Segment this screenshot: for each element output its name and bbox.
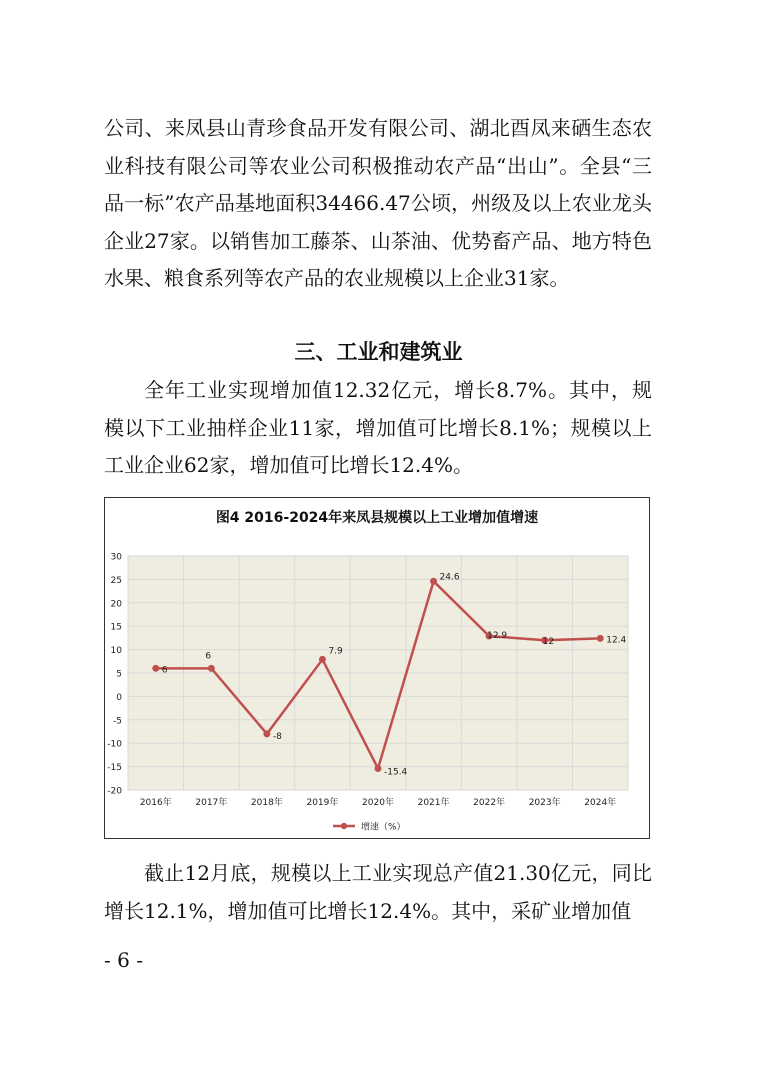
data-label: 12 (542, 637, 555, 648)
data-point (263, 730, 270, 737)
data-point (319, 656, 326, 663)
y-tick-label: 30 (110, 552, 122, 563)
y-tick-label: 20 (110, 599, 122, 610)
data-label: 6 (161, 665, 168, 676)
y-tick-label: -5 (113, 716, 122, 727)
y-tick-label: 5 (116, 669, 122, 680)
x-tick-label: 2023年 (528, 798, 561, 808)
chart-figure (104, 497, 650, 839)
y-tick-label: 10 (110, 646, 122, 657)
data-point (430, 578, 437, 585)
data-point (375, 765, 382, 772)
data-label: -8 (272, 731, 282, 742)
line-chart (105, 498, 649, 838)
y-tick-label: -15 (107, 763, 122, 774)
y-tick-label: -20 (107, 786, 122, 797)
y-tick-label: 15 (110, 622, 122, 633)
page-number: - 6 - (104, 948, 143, 972)
paragraph-agriculture: 公司、来凤县山青珍食品开发有限公司、湖北酉凤来硒生态农业科技有限公司等农业公司积极推动农产品“出山”。全县“三品一标”农产品基地面积34466.47公顷，州级及以上农业龙头企业27家。以销售加工藤茶、山茶油、优势畜产品、地方特色水果、粮食系列等农产品的农业规模以上企业31家。 (104, 116, 652, 290)
x-tick-label: 2021年 (417, 798, 450, 808)
data-point (597, 635, 604, 642)
chart-title: 图4 2016-2024年来凤县规模以上工业增加值增速 (215, 510, 539, 526)
section-heading: 三、工业和建筑业 (294, 340, 463, 364)
data-point (152, 665, 159, 672)
paragraph-output: 截止12月底，规模以上工业实现总产值21.30亿元，同比增长12.1%，增加值可比增长12.4%。其中，采矿业增加值 (104, 861, 652, 923)
x-axis-ticks (140, 796, 616, 808)
data-label: -15.4 (384, 767, 408, 778)
paragraph-industry: 全年工业实现增加值12.32亿元，增长8.7%。其中，规模以下工业抽样企业11家，增加值可比增长8.1%；规模以上工业企业62家，增加值可比增长12.4%。 (104, 378, 652, 477)
x-tick-label: 2018年 (250, 798, 283, 808)
data-label: 7.9 (328, 646, 343, 657)
x-tick-label: 2024年 (584, 798, 617, 808)
data-label: 12.9 (487, 631, 508, 642)
x-tick-label: 2020年 (362, 798, 394, 808)
legend (333, 821, 406, 833)
legend-label: 增速（%） (361, 822, 406, 833)
x-tick-label: 2022年 (473, 798, 506, 808)
y-tick-label: 0 (116, 692, 122, 703)
x-tick-label: 2016年 (139, 798, 172, 808)
x-tick-label: 2017年 (195, 798, 228, 808)
y-tick-label: 25 (110, 575, 122, 586)
legend-marker (341, 823, 347, 829)
y-tick-label: -10 (107, 739, 122, 750)
data-label: 12.4 (606, 635, 627, 646)
x-tick-label: 2019年 (306, 798, 339, 808)
data-label: 24.6 (439, 572, 460, 583)
data-label: 6 (205, 651, 212, 662)
y-axis-ticks (107, 553, 122, 797)
data-point (208, 665, 215, 672)
